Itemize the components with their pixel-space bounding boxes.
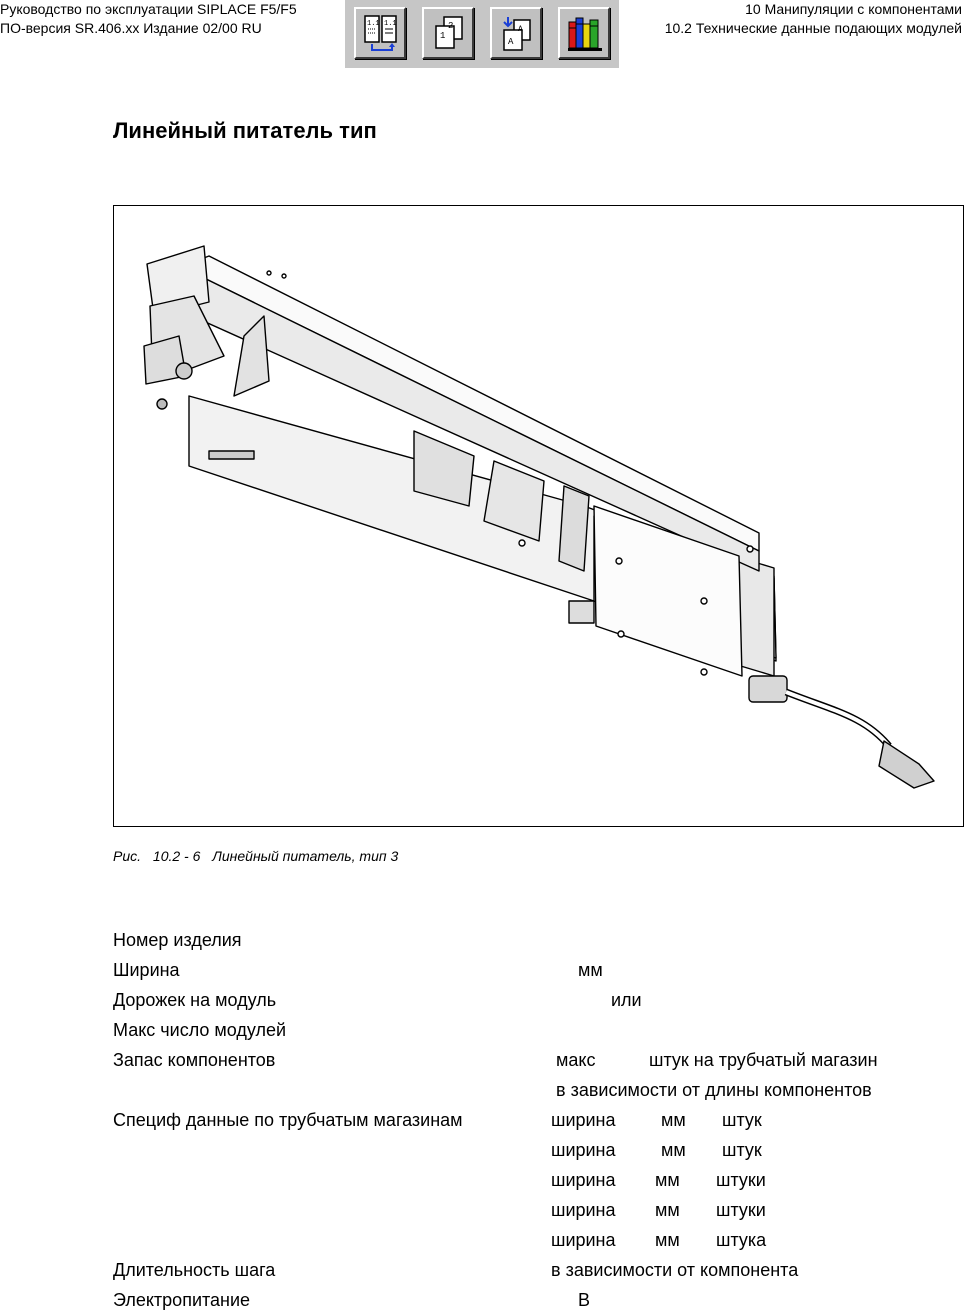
svg-text:1.1: 1.1 (384, 20, 397, 28)
pages-button[interactable] (422, 7, 474, 59)
figure-caption (113, 848, 406, 864)
spec-stock-unit: штук на трубчатый магазин (649, 1050, 878, 1070)
spec-tube-label: Специф данные по трубчатым магазинам (113, 1110, 463, 1130)
manual-title: Руководство по эксплуатации SIPLACE F5/F5 (0, 1, 297, 17)
tube-row-unit: мм (661, 1140, 686, 1160)
section-title: 10.2 Технические данные подающих модулей (664, 20, 962, 36)
header-right (665, 0, 962, 38)
svg-text:A: A (508, 37, 514, 47)
tube-row-width: ширина (551, 1110, 616, 1130)
spec-stock-label: Запас компонентов (113, 1050, 276, 1070)
navigation-toolbar (345, 0, 619, 68)
spec-tracks-label: Дорожек на модуль (113, 990, 277, 1010)
tube-row-width: ширина (551, 1200, 616, 1220)
spec-part-number-label: Номер изделия (113, 930, 242, 950)
spec-pitch-value: в зависимости от компонента (551, 1260, 799, 1280)
tube-row-width: ширина (551, 1140, 616, 1160)
search-button[interactable] (490, 7, 542, 59)
tube-row-unit: мм (655, 1230, 680, 1250)
figure-frame (113, 205, 964, 827)
svg-text:1.1: 1.1 (367, 20, 380, 28)
search-text-icon (498, 14, 536, 54)
svg-text:2: 2 (448, 21, 454, 31)
tube-row-quantity: штук (722, 1110, 762, 1130)
spec-pitch-label: Длительность шага (113, 1260, 276, 1280)
pages-icon (430, 14, 468, 54)
tube-row-unit: мм (655, 1200, 680, 1220)
svg-text:A: A (518, 25, 523, 34)
tube-row-width: ширина (551, 1170, 616, 1190)
linear-feeder-illustration (114, 206, 963, 826)
tube-row-quantity: штук (722, 1140, 762, 1160)
contents-button[interactable] (354, 7, 406, 59)
caption-label: Рис. (113, 848, 142, 864)
spec-width-unit: мм (578, 960, 603, 980)
spec-power-label: Электропитание (113, 1290, 251, 1310)
spec-width-label: Ширина (113, 960, 180, 980)
spec-power-value: В (578, 1290, 591, 1310)
tube-row-unit: мм (655, 1170, 680, 1190)
tube-row-unit: мм (661, 1110, 686, 1130)
header-left (0, 0, 297, 38)
library-books-icon (566, 14, 604, 54)
library-button[interactable] (558, 7, 610, 59)
spec-tracks-value: или (611, 990, 642, 1010)
tube-row-quantity: штуки (716, 1200, 766, 1220)
page-title: Линейный питатель тип (113, 118, 377, 143)
software-version: ПО-версия SR.406.xx Издание 02/00 RU (0, 20, 262, 36)
spec-stock-max: макс (556, 1050, 596, 1070)
tube-row-quantity: штука (716, 1230, 767, 1250)
caption-text: Линейный питатель, тип 3 (212, 848, 399, 864)
tube-row-quantity: штуки (716, 1170, 766, 1190)
svg-text:1: 1 (440, 31, 446, 41)
contents-icon (362, 14, 400, 54)
spec-stock-note: в зависимости от длины компонентов (556, 1080, 872, 1100)
caption-number: 10.2 - 6 (152, 848, 201, 864)
tube-row-width: ширина (551, 1230, 616, 1250)
chapter-title: 10 Манипуляции с компонентами (745, 1, 962, 17)
spec-max-modules-label: Макс число модулей (113, 1020, 287, 1040)
